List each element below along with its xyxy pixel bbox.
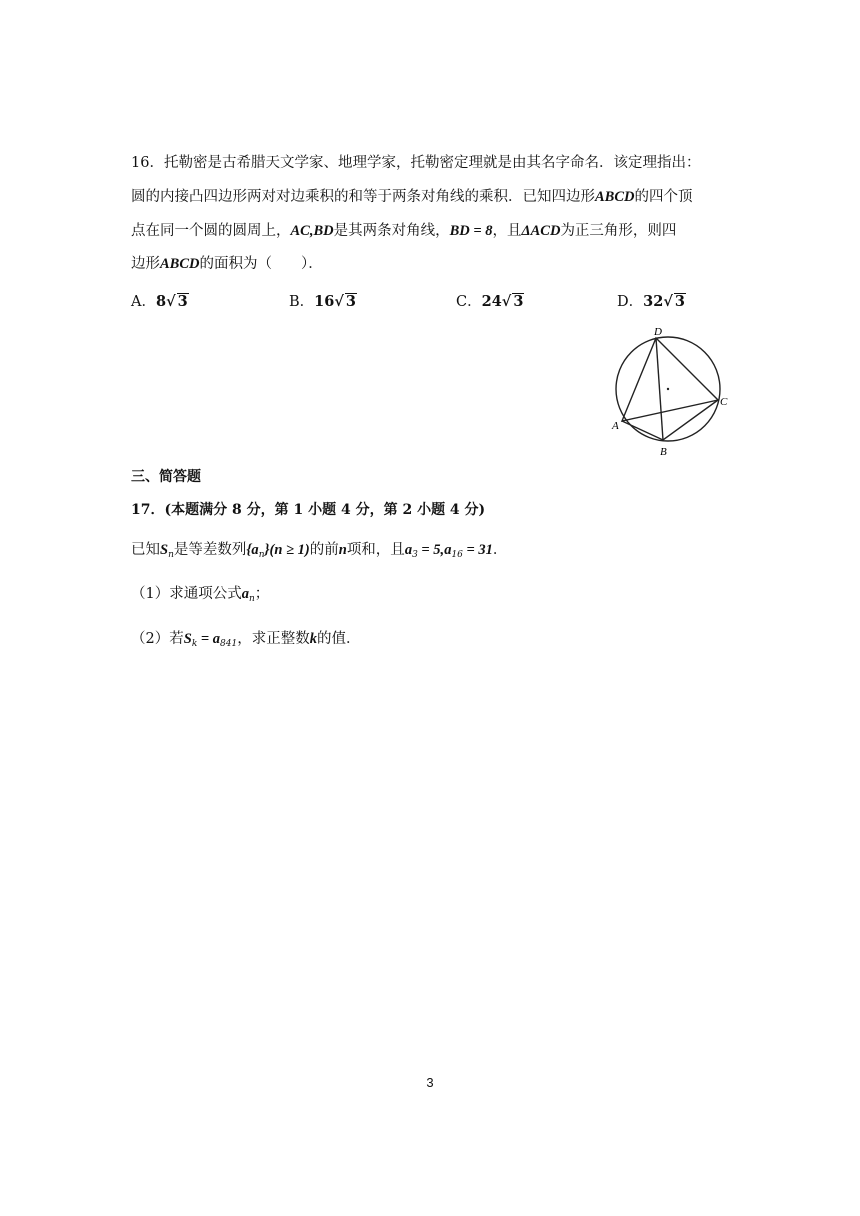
q17-stem: 已知$S_n$是等差数列$\{a_n\}(n \ge 1)$的前n项和，且$a_3 = 5,a_{16} = 31$． bbox=[131, 542, 508, 560]
q16-line-3: 点在同一个圆的圆周上，AC,BD是其两条对角线，BD = 8，且ΔACD为正三角形，则四 bbox=[131, 223, 677, 239]
q17-part-2: （2）若$S_k = a_{841}$，求正整数k的值． bbox=[131, 631, 361, 649]
label-d: D bbox=[654, 326, 662, 338]
q17-part-1: （1）求通项公式$a_n$； bbox=[131, 586, 270, 604]
cyclic-quadrilateral-figure bbox=[608, 322, 748, 462]
label-c: C bbox=[720, 396, 728, 408]
option-c[interactable]: C．24√ 3 bbox=[456, 293, 524, 310]
q16-line-1: 16．托勒密是古希腊天文学家、地理学家，托勒密定理就是由其名字命名．该定理指出： bbox=[131, 155, 701, 171]
diagonal-bd bbox=[656, 338, 663, 440]
option-b[interactable]: B．16√ 3 bbox=[289, 293, 356, 310]
option-d[interactable]: D．32√ 3 bbox=[617, 293, 685, 310]
label-a: A bbox=[612, 420, 619, 432]
circle-center bbox=[667, 388, 669, 390]
q16-line-2: 圆的内接凸四边形两对对边乘积的和等于两条对角线的乘积．已知四边形ABCD的四个顶 bbox=[131, 189, 693, 205]
page-number: 3 bbox=[426, 1075, 434, 1090]
option-a[interactable]: A．8√ 3 bbox=[131, 293, 188, 310]
label-b: B bbox=[660, 446, 667, 458]
q17-title: 17．(本题满分 8 分，第 1 小题 4 分，第 2 小题 4 分) bbox=[131, 502, 486, 518]
q16-line-4: 边形ABCD的面积为（ ）． bbox=[131, 256, 323, 272]
sides-ab-bc bbox=[622, 400, 718, 440]
section-title: 三、简答题 bbox=[131, 469, 201, 485]
